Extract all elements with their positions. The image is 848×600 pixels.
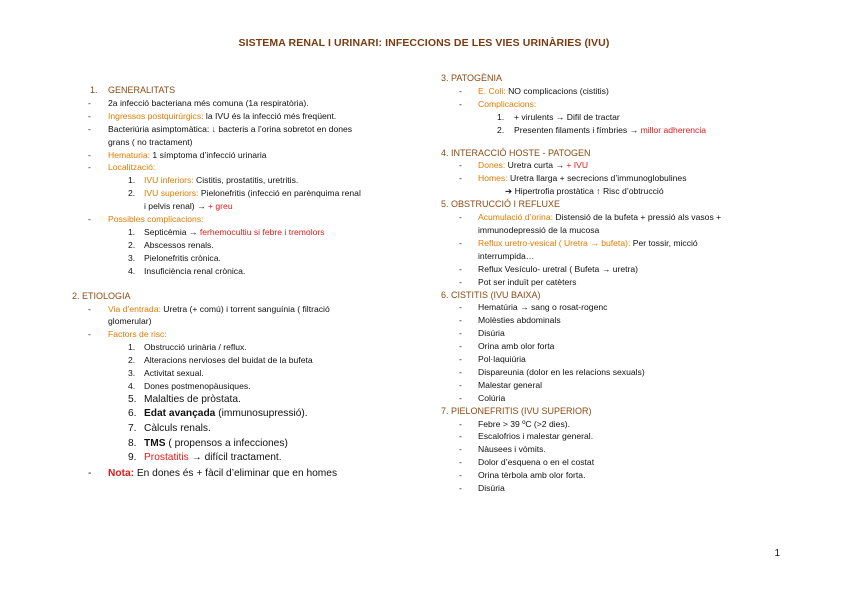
- sub-item: 1. IVU inferiors: Cistitis, prostatitis, uretritis.: [128, 175, 299, 186]
- list-item: - Complicacions:: [459, 98, 537, 109]
- risk-factor: 7. Càlculs renals.: [128, 423, 211, 435]
- list-item: - Malestar general: [459, 379, 543, 390]
- list-item: - Homes: Uretra llarga + secrecions d’immunoglobulines: [459, 173, 687, 184]
- list-item-continuation: glomerular): [108, 316, 152, 327]
- list-item: - Orina tèrbola amb olor forta.: [459, 470, 586, 481]
- section-pielonefritis-heading: 7. PIELONEFRITIS (IVU SUPERIOR): [441, 405, 592, 416]
- list-item: - Escalofrios i malestar general.: [459, 431, 594, 442]
- note: - Nota: En dones és + fàcil d’eliminar que en homes: [88, 467, 338, 479]
- list-item: - Factors de risc:: [88, 329, 167, 340]
- list-item-continuation: interrumpida…: [478, 250, 535, 261]
- pielonefritis-list: [441, 418, 791, 495]
- list-item: - Dispareunia (dolor en les relacions sexuals): [459, 366, 645, 377]
- list-item: - 2a infecció bacteriana més comuna (1a respiratòria).: [88, 97, 309, 108]
- list-item: - Disúria: [459, 483, 505, 494]
- risk-factor: 1. Obstrucció urinària / reflux.: [128, 342, 247, 353]
- risk-factor: 6. Edat avançada (immunosupressió).: [128, 408, 308, 420]
- sub-item: 3. Pielonefritis crònica.: [128, 252, 221, 263]
- list-item: - Reflux uretro-vesical ( Uretra → bufeta): Per tossir, micció: [459, 237, 698, 248]
- section-generalitats-heading: 1. GENERALITATS: [90, 85, 176, 95]
- risk-factor: 8. TMS ( propensos a infecciones): [128, 437, 288, 449]
- list-item: - Ingressos postquirúrgics: la IVU és la infecció més freqüent.: [88, 110, 337, 121]
- list-item: - Orina amb olor forta: [459, 341, 555, 352]
- list-item-continuation: immunodepressió de la mucosa: [478, 224, 600, 235]
- sub-item: 1. Septicèmia → ferhemocultiu si febre i tremolors: [128, 226, 325, 237]
- cistitis-list: [441, 301, 791, 404]
- list-item: - Disúria: [459, 328, 505, 339]
- document-title: SISTEMA RENAL I URINARI: INFECCIONS DE LES VIES URINÀRIES (IVU): [238, 37, 610, 49]
- page-number: 1: [774, 548, 780, 559]
- risk-factor: 4. Dones postmenopàusiques.: [128, 380, 251, 391]
- section-obstruccio-heading: 5. OBSTRUCCIÓ I REFLUXE: [441, 199, 561, 210]
- list-item-continuation: grans ( no tractament): [108, 136, 193, 147]
- sub-item: 2. IVU superiors: Pielonefritis (infecció en parènquima renal: [128, 188, 361, 199]
- list-item: - Molèsties abdominals: [459, 315, 561, 326]
- section-etiologia-heading: 2. ETIOLOGIA: [72, 290, 131, 301]
- right-column: [441, 72, 791, 495]
- list-item: - Febre > 39 ºC (>2 dies).: [459, 418, 570, 429]
- sub-item: 1. + virulents → Difil de tractar: [497, 111, 620, 122]
- list-item: - Bacteriúria asimptomàtica: ↓ bacteris a l’orina sobretot en dones: [88, 123, 353, 134]
- list-item: - Localització:: [88, 162, 156, 173]
- list-item: - Pot ser induït per catèters: [459, 276, 577, 287]
- list-item: - Dones: Uretra curta → + IVU: [459, 160, 589, 171]
- list-item: - E. Coli: NO complicacions (cistitis): [459, 85, 609, 96]
- section-patogenia-heading: 3. PATOGÈNIA: [441, 73, 503, 83]
- list-item: - Reflux Vesículo- uretral ( Bufeta → uretra): [459, 263, 639, 274]
- risk-factor: 9. Prostatitis → difícil tractament.: [128, 452, 282, 464]
- section-cistitis-heading: 6. CISTITIS (IVU BAIXA): [441, 289, 541, 300]
- list-item: - Hematúria → sang o rosat-rogenc: [459, 302, 608, 313]
- list-item: - Acumulació d’orina: Distensió de la bufeta + pressió als vasos +: [459, 212, 722, 223]
- list-item: - Nàusees i vòmits.: [459, 444, 546, 455]
- list-item: - Via d’entrada: Uretra (+ comú) i torrent sanguínia ( filtració: [88, 303, 330, 314]
- risk-factor: 5. Malalties de pròstata.: [128, 393, 241, 405]
- sub-item: ➔ Hipertrofia prostàtica ↑ Risc d’obtrucció: [505, 186, 664, 197]
- sub-item: 2. Presenten filaments i fímbries → millor adherencia: [497, 124, 707, 135]
- list-item: - Possibles complicacions:: [88, 214, 204, 225]
- list-item: - Hematuria: 1 símptoma d’infecció urinaria: [88, 149, 267, 160]
- sub-item-continuation: i pelvis renal) → + greu: [144, 201, 233, 212]
- list-item: - Pol·laquiúria: [459, 354, 526, 365]
- sub-item: 4. Insuficiència renal crònica.: [128, 265, 246, 276]
- risk-factor: 3. Activitat sexual.: [128, 368, 204, 379]
- list-item: - Colúria: [459, 392, 506, 403]
- left-column: [72, 84, 418, 481]
- list-item: - Dolor d’esquena o en el costat: [459, 457, 595, 468]
- risk-factor: 2. Alteracions nervioses del buidat de la bufeta: [128, 355, 313, 366]
- section-interaccio-heading: 4. INTERACCIÓ HOSTE - PATOGEN: [441, 147, 591, 158]
- sub-item: 2. Abscessos renals.: [128, 239, 214, 250]
